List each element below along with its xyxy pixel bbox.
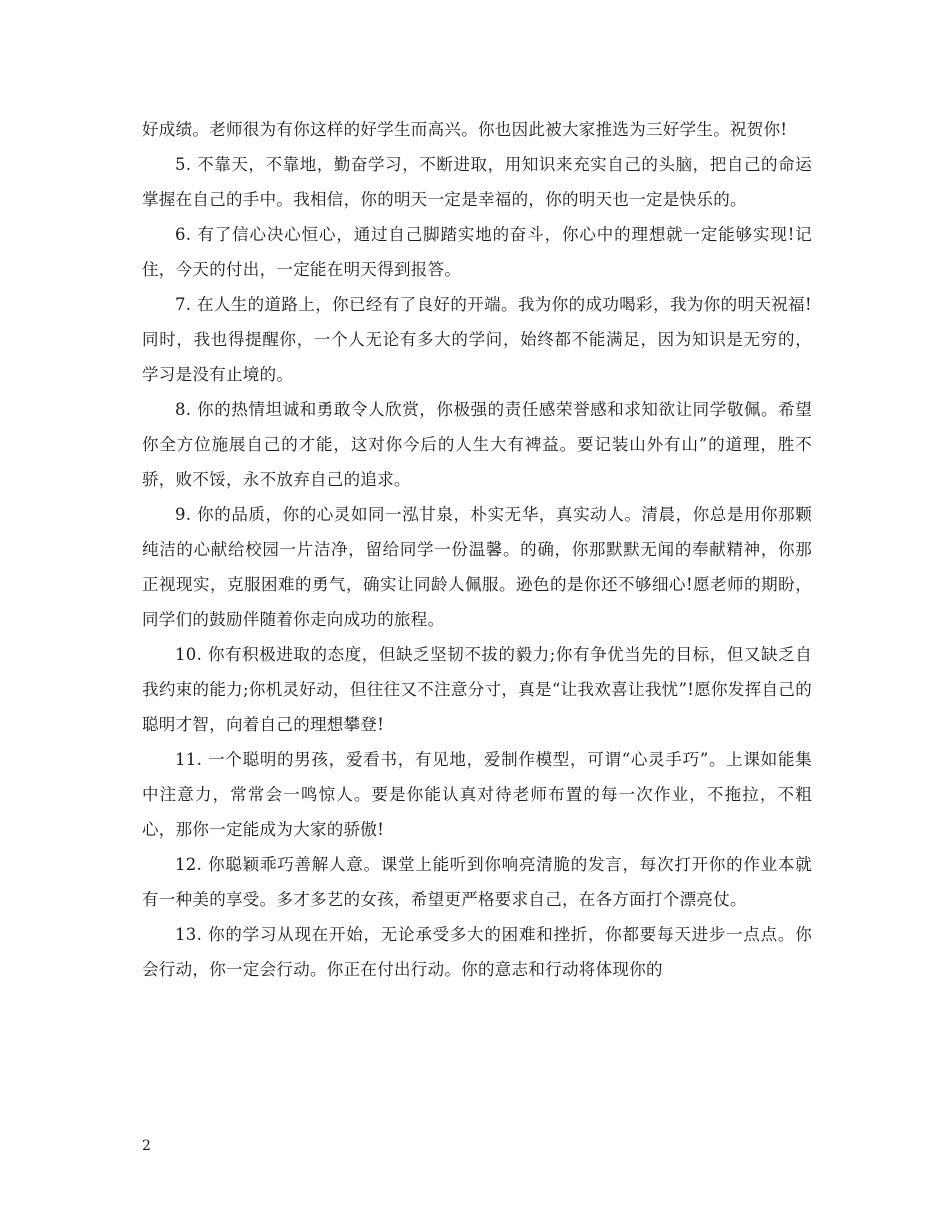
paragraph-item-12: 12. 你聪颖乖巧善解人意。课堂上能听到你响亮清脆的发言，每次打开你的作业本就有一种美的享受。多才多艺的女孩，希望更严格要求自己，在各方面打个漂亮仗。 bbox=[142, 855, 812, 909]
paragraph-continued: 好成绩。老师很为有你这样的好学生而高兴。你也因此被大家推选为三好学生。祝贺你! bbox=[142, 120, 788, 139]
paragraph-item-11: 11. 一个聪明的男孩，爱看书，有见地，爱制作模型，可谓“心灵手巧”。上课如能集中注意力，常常会一鸣惊人。要是你能认真对待老师布置的每一次作业，不拖拉，不粗心，那你一定能成为大家的骄傲! bbox=[142, 750, 812, 839]
paragraph-item-6: 6. 有了信心决心恒心，通过自己脚踏实地的奋斗，你心中的理想就一定能够实现!记住，今天的付出，一定能在明天得到报答。 bbox=[142, 225, 812, 279]
paragraph-item-9: 9. 你的品质，你的心灵如同一泓甘泉，朴实无华，真实动人。清晨，你总是用你那颗纯洁的心献给校园一片洁净，留给同学一份温馨。的确，你那默默无闻的奉献精神，你那正视现实，克服困难的勇气，确实让同龄人佩服。逊色的是你还不够细心!愿老师的期盼，同学们的鼓励伴随着你走向成功的旅程。 bbox=[142, 505, 812, 629]
paragraph-item-13: 13. 你的学习从现在开始，无论承受多大的困难和挫折，你都要每天进步一点点。你会行动，你一定会行动。你正在付出行动。你的意志和行动将体现你的 bbox=[142, 925, 812, 979]
document-body bbox=[142, 112, 812, 987]
page-number: 2 bbox=[142, 1138, 151, 1154]
paragraph-item-8: 8. 你的热情坦诚和勇敢令人欣赏，你极强的责任感荣誉感和求知欲让同学敬佩。希望你全方位施展自己的才能，这对你今后的人生大有裨益。要记装山外有山”的道理，胜不骄，败不馁，永不放弃自己的追求。 bbox=[142, 400, 812, 489]
paragraph-item-10: 10. 你有积极进取的态度，但缺乏坚韧不拔的毅力;你有争优当先的目标，但又缺乏自我约束的能力;你机灵好动，但往往又不注意分寸，真是“让我欢喜让我忧”!愿你发挥自己的聪明才智，向着自己的理想攀登! bbox=[142, 645, 812, 734]
paragraph-item-5: 5. 不靠天，不靠地，勤奋学习，不断进取，用知识来充实自己的头脑，把自己的命运掌握在自己的手中。我相信，你的明天一定是幸福的，你的明天也一定是快乐的。 bbox=[142, 155, 812, 209]
paragraph-item-7: 7. 在人生的道路上，你已经有了良好的开端。我为你的成功喝彩，我为你的明天祝福!同时，我也得提醒你，一个人无论有多大的学问，始终都不能满足，因为知识是无穷的，学习是没有止境的。 bbox=[142, 295, 812, 384]
